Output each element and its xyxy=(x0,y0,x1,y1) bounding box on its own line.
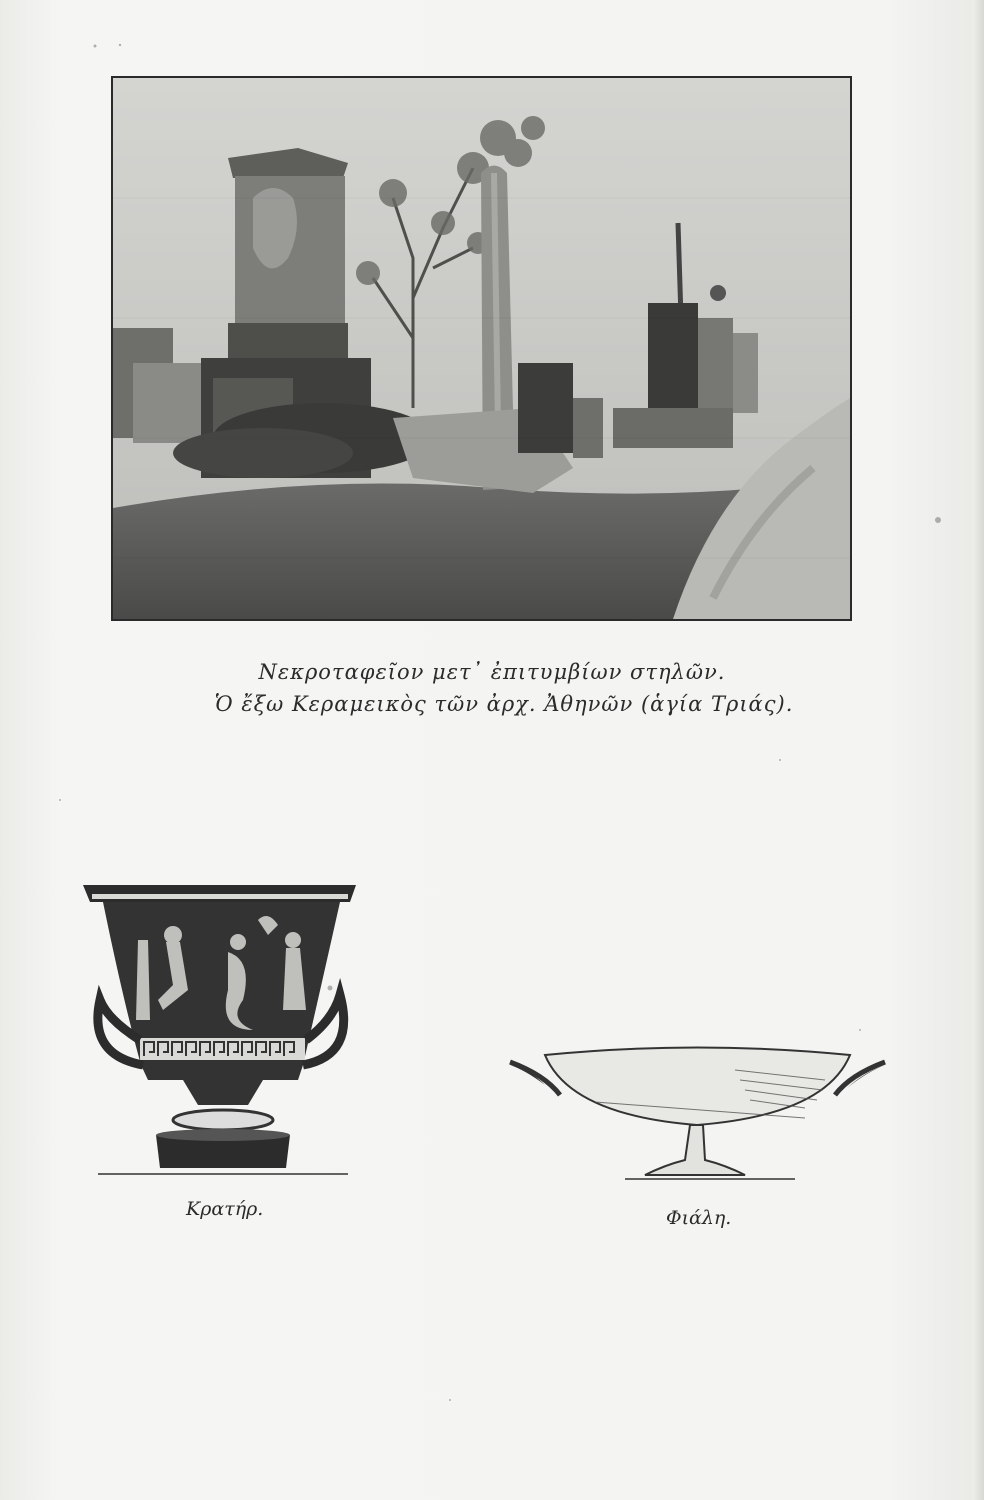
phiale-label: Φιάλη. xyxy=(666,1207,732,1229)
krater-illustration xyxy=(78,880,368,1180)
photo-caption-line-2: Ὁ ἔξω Κεραμεικὸς τῶν ἀρχ. Ἀθηνῶν (ἁγία Τριάς). xyxy=(214,692,794,716)
phiale-illustration xyxy=(505,1040,890,1190)
photo-caption-line-1: Νεκροταφεῖον μετ᾽ ἐπιτυμβίων στηλῶν. xyxy=(258,660,726,684)
page-edge-shadow xyxy=(972,0,984,1500)
cemetery-photograph xyxy=(111,76,852,621)
krater-label: Κρατήρ. xyxy=(186,1198,264,1220)
